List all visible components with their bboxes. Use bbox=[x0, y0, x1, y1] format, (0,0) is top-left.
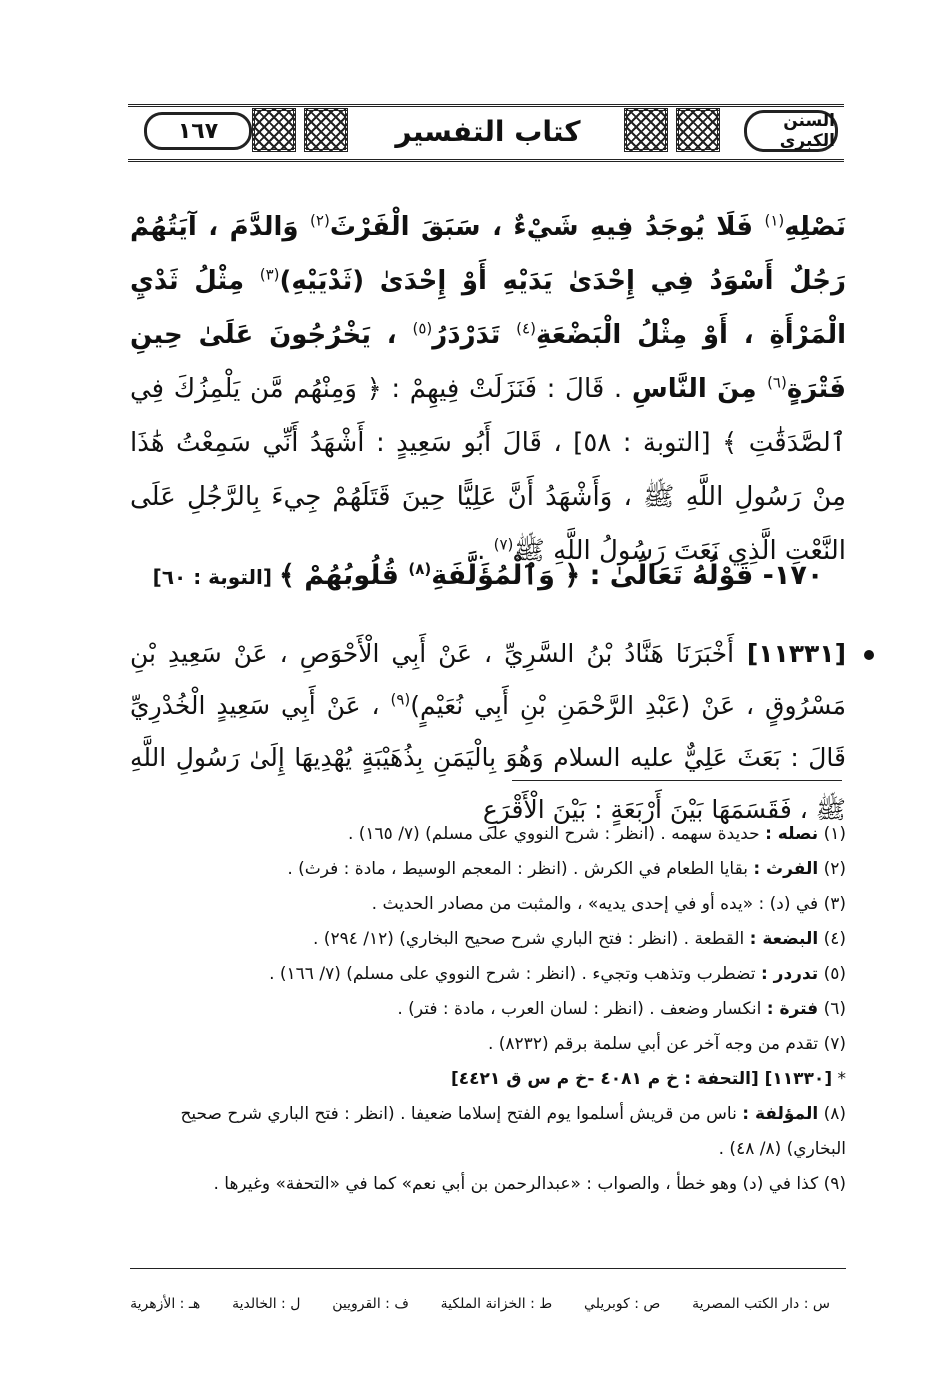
running-header bbox=[128, 104, 844, 162]
footnote-text: القطعة . (انظر : فتح الباري شرح صحيح البخاري) (١٢/ ٢٩٤) . bbox=[312, 929, 750, 949]
paragraph-segment: ، يَخْرُجُونَ عَلَىٰ حِينِ فَتْرَةٍ bbox=[130, 320, 847, 404]
footnote-item bbox=[130, 1097, 846, 1167]
hadith-block bbox=[130, 628, 846, 836]
footnote-item bbox=[130, 1027, 846, 1062]
hadith-segment: [١١٣٣١] bbox=[734, 639, 846, 668]
footnote-text: انكسار وضعف . (انظر : لسان العرب ، مادة : فتر) . bbox=[397, 999, 767, 1019]
hadith-segment: ، عَنْ أَبِي سَعِيدٍ الْخُدْرِيِّ قَالَ : بَعَثَ عَلِيٌّ عليه السلام وَهُوَ بِالْيَمَنِ بِذُهَيْبَةٍ يُهْدِيهَا إِلَىٰ رَسُولِ اللَّهِ ﷺ ، فَقَسَمَهَا بَيْنَ أَرْبَعَةٍ : بَيْنَ الْأَقْرَعِ bbox=[130, 691, 846, 824]
heading-footnote-mark: (٨) bbox=[408, 560, 432, 578]
siglum: ط : الخزانة الملكية bbox=[440, 1296, 553, 1312]
hadith-segment: هَنَّادُ بْنُ السَّرِيِّ ، عَنْ أَبِي الْأَحْوَصِ ، عَنْ سَعِيدِ بْنِ مَسْرُوقٍ ، عَنْ (عَبْدِ الرَّحْمَنِ بْنِ أَبِي نُعَيْمٍ) bbox=[130, 639, 846, 720]
footnote-text: في (د) : «يده أو في إحدى يديه» ، والمثبت من مصادر الحديث . bbox=[371, 894, 819, 914]
footnote-mark: (٣) bbox=[259, 265, 280, 284]
siglum: هـ : الأزهرية bbox=[130, 1296, 201, 1312]
main-paragraph bbox=[130, 200, 846, 578]
siglum: ل : الخالدية bbox=[232, 1296, 301, 1312]
section-heading bbox=[130, 548, 846, 605]
bottom-rule bbox=[130, 1268, 846, 1269]
footnote-item bbox=[130, 817, 846, 852]
paragraph-segment: فَلَا يُوجَدُ فِيهِ شَيْءٌ ، سَبَقَ الْفَرْثَ bbox=[329, 212, 765, 242]
ornament-icon bbox=[624, 108, 668, 152]
footnote-mark: (٩) bbox=[390, 690, 411, 709]
footnote-item bbox=[130, 922, 846, 957]
footnote-number: (٩) bbox=[818, 1174, 846, 1194]
footnote-number: (٧) bbox=[818, 1034, 846, 1054]
siglum: ص : كوبريلي bbox=[584, 1296, 661, 1312]
footnote-number: (٨) bbox=[818, 1104, 846, 1124]
page-number: ١٦٧ bbox=[144, 112, 252, 150]
footnote-term: المؤلفة : bbox=[742, 1104, 819, 1124]
footnote-term: نصله : bbox=[765, 824, 819, 844]
footnote-item bbox=[130, 852, 846, 887]
footnote-mark: (٢) bbox=[310, 211, 330, 230]
paragraph-segment: . قَالَ : فَنَزَلَتْ فِيهِمْ : ﴿ وَمِنْهُم مَّن يَلْمِزُكَ فِي ٱلصَّدَقَٰتِ ﴾ [التوبة : ٥٨] ، قَالَ أَبُو سَعِيدٍ : أَشْهَدُ أَنِّي سَمِعْتُ هَٰذَا مِنْ رَسُولِ اللَّهِ ﷺ ، وَأَشْهَدُ أَنَّ عَلِيًّا حِينَ قَتَلَهُمْ جِيءَ بِالرَّجُلِ عَلَى النَّعْتِ الَّذِي نَعَتَ رَسُولُ اللَّهِ ﷺ bbox=[130, 374, 847, 566]
footnote-item bbox=[130, 1062, 846, 1097]
heading-number: ١٧٠ bbox=[773, 560, 824, 591]
manuscript-sigla bbox=[130, 1296, 830, 1312]
footnote-text: حديدة سهمه . (انظر : شرح النووي على مسلم) (٧/ ١٦٥) . bbox=[347, 824, 766, 844]
footnote-term: البضعة : bbox=[749, 929, 819, 949]
footnote-item bbox=[130, 957, 846, 992]
footnote-term: [١١٣٣٠] [التحفة : خ م ٤٠٨١ -خ م س ق ٤٤٢١] bbox=[450, 1069, 833, 1089]
footnote-term: الفرث : bbox=[753, 859, 819, 879]
footnote-text: تقدم من وجه آخر عن أبي سلمة برقم (٨٢٣٢) . bbox=[487, 1034, 819, 1054]
footnotes bbox=[130, 817, 846, 1202]
heading-reference: [التوبة : ٦٠] bbox=[152, 565, 279, 589]
bullet-icon bbox=[864, 650, 874, 660]
heading-text: - قَوْلُهُ تَعَالَىٰ : ﴿ وَٱلْمُؤَلَّفَةِ bbox=[431, 560, 774, 591]
footnote-number: (٤) bbox=[818, 929, 846, 949]
footnote-text: تضطرب وتذهب وتجيء . (انظر : شرح النووي على مسلم) (٧/ ١٦٦) . bbox=[269, 964, 761, 984]
ornament-icon bbox=[252, 108, 296, 152]
footnote-number: (٣) bbox=[818, 894, 846, 914]
ornament-icon bbox=[676, 108, 720, 152]
footnote-separator bbox=[512, 780, 842, 781]
paragraph-segment: تَدَرْدَرُ bbox=[432, 320, 517, 350]
footnote-number: * bbox=[832, 1069, 846, 1089]
siglum: س : دار الكتب المصرية bbox=[692, 1296, 830, 1312]
paragraph-segment: نَصْلِهِ bbox=[784, 212, 846, 242]
footnote-text: بقايا الطعام في الكرش . (انظر : المعجم الوسيط ، مادة : فرث) . bbox=[287, 859, 754, 879]
footnote-mark: (٦) bbox=[767, 373, 787, 392]
footnote-text: ناس من قريش أسلموا يوم الفتح إسلاما ضعيفا . (انظر : فتح الباري شرح صحيح البخاري) (٨/ ٤٨) . bbox=[180, 1104, 846, 1159]
hadith-text bbox=[130, 628, 846, 836]
series-logo: السنن الكبرى bbox=[744, 110, 838, 152]
footnote-mark: (٥) bbox=[412, 319, 433, 338]
ornament-icon bbox=[304, 108, 348, 152]
footnote-item bbox=[130, 887, 846, 922]
footnote-mark: (٧) bbox=[493, 535, 514, 554]
footnote-mark: (٤) bbox=[516, 319, 536, 338]
footnote-text: كذا في (د) وهو خطأ ، والصواب : «عبدالرحمن بن أبي نعم» كما في «التحفة» وغيرها . bbox=[213, 1174, 819, 1194]
book-title: كتاب التفسير bbox=[395, 114, 581, 148]
footnote-item bbox=[130, 992, 846, 1027]
hadith-segment: أَخْبَرَنَا bbox=[675, 639, 735, 668]
siglum: ف : القرويين bbox=[332, 1296, 409, 1312]
paragraph-segment: وَالدَّمَ ، آيَتُهُمْ رَجُلٌ أَسْوَدُ فِي إِحْدَىٰ يَدَيْهِ أَوْ إِحْدَىٰ (ثَدْيَيْهِ) bbox=[130, 212, 846, 296]
footnote-number: (٥) bbox=[818, 964, 846, 984]
paragraph-segment: مِنَ النَّاسِ bbox=[631, 374, 768, 404]
footnote-mark: (١) bbox=[764, 211, 785, 230]
footnote-term: تدردر : bbox=[760, 964, 819, 984]
footnote-number: (٦) bbox=[818, 999, 846, 1019]
footnote-number: (٢) bbox=[818, 859, 846, 879]
heading-text-2: قُلُوبُهُمْ ﴾ bbox=[278, 560, 409, 591]
footnote-number: (١) bbox=[818, 824, 846, 844]
footnote-term: فترة : bbox=[766, 999, 819, 1019]
footnote-item bbox=[130, 1167, 846, 1202]
paragraph-segment: . bbox=[477, 536, 494, 566]
paragraph-segment: مِثْلُ ثَدْيِ الْمَرْأَةِ ، أَوْ مِثْلُ الْبَضْعَةِ bbox=[130, 266, 846, 350]
